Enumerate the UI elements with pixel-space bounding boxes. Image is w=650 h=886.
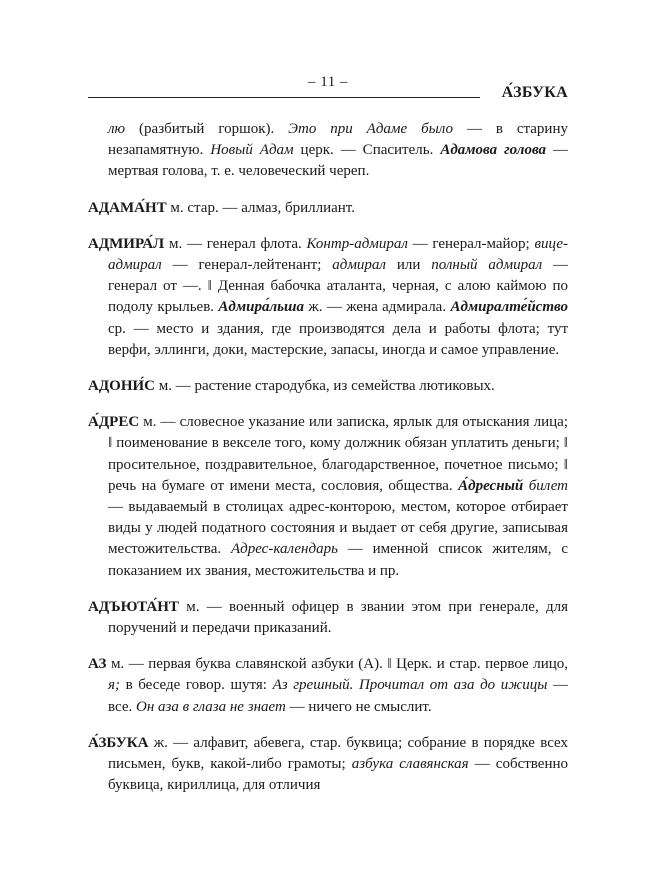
- bold-italic-phrase: Адмиралте́йство: [450, 299, 568, 316]
- italic-phrase: вице-адмирал: [108, 235, 569, 274]
- entry-text: в беседе говор. шутя:: [119, 677, 273, 694]
- entry-text: м. — растение стародубка, из семейства лютиковых.: [155, 378, 495, 395]
- entry-text: — именной список жителям, с показанием их звания, местожительства и пр.: [108, 541, 568, 579]
- entry-text: м. — генерал флота.: [164, 235, 307, 252]
- headword: А́ЗБУКА: [88, 734, 149, 751]
- italic-phrase: лю: [108, 121, 126, 137]
- entry-text: (разбитый горшок).: [125, 121, 289, 137]
- headword: АЗ: [88, 656, 107, 673]
- italic-phrase: Аз грешный. Прочитал от аза до ижицы: [272, 677, 548, 694]
- entry-text: — генерал от —. ‖ Денная бабочка аталанта, черная, с алою каймою по подолу крыльев.: [108, 257, 569, 316]
- entry-text: — мертвая голова, т. е. человеческий череп.: [108, 142, 568, 180]
- entry-text: — все.: [108, 677, 569, 715]
- dictionary-entry: [88, 234, 568, 361]
- bold-italic-phrase: Адамова голова: [440, 142, 547, 159]
- headword: А́ДРЕС: [88, 414, 140, 431]
- headword: АДЪЮТА́НТ: [88, 598, 179, 615]
- entry-text: м. стар. — алмаз, бриллиант.: [166, 199, 355, 216]
- header-rule: [88, 97, 480, 98]
- dictionary-entry: [88, 654, 568, 718]
- entry-text: — генерал-лейтенант;: [161, 257, 333, 274]
- entry-text: — выдаваемый в столицах адрес-конторою, местом, которое отбирает виды у людей податного состояния и выдает от себя другие, записывая местожительства.: [108, 499, 568, 558]
- headword: АДАМА́НТ: [88, 199, 167, 216]
- entry-text: ср. — место и здания, где производятся дела и работы флота; тут верфи, эллинги, доки, мастерские, запасы, иногда и самое управление.: [108, 320, 568, 358]
- entry-text: — ничего не смыслит.: [285, 698, 432, 715]
- italic-phrase: Контр-адмирал: [306, 235, 408, 252]
- entry-text: м. — первая буква славянской азбуки (А). ‖ Церк. и стар. первое лицо,: [106, 656, 568, 673]
- entry-text: — собственно буквица, кириллица, для отличия: [108, 756, 568, 794]
- running-headword: А́ЗБУКА: [501, 84, 568, 101]
- dictionary-entry: [88, 597, 568, 639]
- dictionary-entry: [88, 412, 568, 582]
- entry-text: ж. — жена адмирала.: [304, 299, 451, 316]
- dictionary-entry-continued: [88, 119, 568, 183]
- italic-phrase: полный адмирал: [431, 257, 543, 274]
- italic-phrase: билет: [523, 477, 568, 494]
- dictionary-entry: [88, 198, 568, 219]
- italic-phrase: Адрес-календарь: [230, 541, 338, 558]
- italic-phrase: я;: [108, 677, 120, 694]
- entry-text: ж. — алфавит, абевега, стар. буквица; собрание в порядке всех письмен, букв, какой-либо грамоты;: [108, 734, 568, 773]
- entry-text: или: [385, 257, 432, 274]
- italic-phrase: Это при Адаме было: [288, 121, 454, 137]
- headword: АДОНИ́С: [88, 378, 155, 395]
- page-number: – 11 –: [308, 74, 348, 90]
- italic-phrase: азбука славянская: [351, 756, 469, 773]
- italic-phrase: Новый Адам: [210, 142, 294, 159]
- entries-list: [88, 119, 568, 796]
- entry-text: церк. — Спаситель.: [293, 142, 441, 159]
- entry-text: — в старину незапамятную.: [108, 121, 568, 159]
- dictionary-entry: [88, 733, 568, 797]
- entry-text: — генерал-майор;: [407, 235, 535, 252]
- italic-phrase: Он аза в глаза не знает: [136, 698, 286, 715]
- bold-italic-phrase: А́дресный: [458, 477, 524, 494]
- italic-phrase: адмирал: [332, 257, 386, 274]
- dictionary-entry: [88, 376, 568, 397]
- headword: АДМИРА́Л: [88, 235, 165, 252]
- entry-text: м. — словесное указание или записка, ярлык для отыскания лица; ‖ поименование в векселе того, кому должник обязан уплатить деньги; ‖ просительное, поздравительное, благодарственное, почетное письмо; ‖ речь на бумаге от имени места, сословия, общества.: [108, 414, 568, 494]
- entry-text: м. — военный офицер в звании этом при генерале, для поручений и передачи приказаний.: [108, 598, 568, 637]
- dictionary-page: [88, 70, 568, 805]
- running-header: [88, 70, 568, 104]
- bold-italic-phrase: Адмира́льша: [218, 299, 305, 316]
